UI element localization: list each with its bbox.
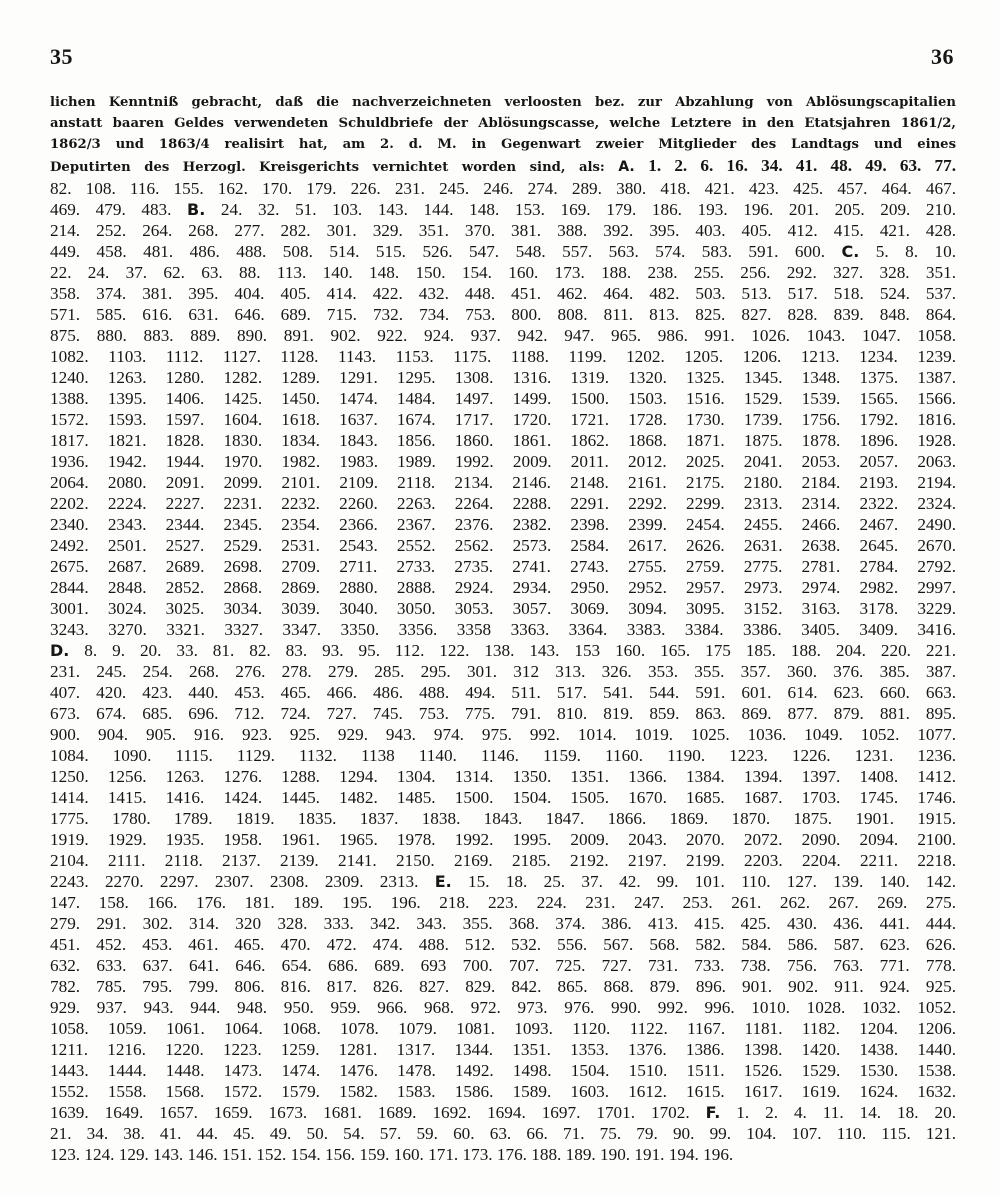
number-run: 147. 158. 166. 176. 181. 189. 195. 196. 218. 223. 224. 231. 247. 253. 261. 262. 267. 269. 275. bbox=[50, 893, 956, 912]
number-run: 1817. 1821. 1828. 1830. 1834. 1843. 1856. 1860. 1861. 1862. 1868. 1871. 1875. 1878. 1896. 1928. bbox=[50, 431, 956, 450]
number-list-line bbox=[50, 472, 956, 493]
number-list-line bbox=[50, 346, 956, 367]
number-list-line bbox=[50, 493, 956, 514]
number-list-line bbox=[50, 535, 956, 556]
number-list-line bbox=[50, 787, 956, 808]
number-run: 1211. 1216. 1220. 1223. 1259. 1281. 1317. 1344. 1351. 1353. 1376. 1386. 1398. 1420. 1438. 1440. bbox=[50, 1040, 956, 1059]
number-run: 1082. 1103. 1112. 1127. 1128. 1143. 1153. 1175. 1188. 1199. 1202. 1205. 1206. 1213. 1234. 1239. bbox=[50, 347, 956, 366]
number-list-line bbox=[50, 1081, 956, 1102]
number-list-line bbox=[50, 577, 956, 598]
number-run: 673. 674. 685. 696. 712. 724. 727. 745. 753. 775. 791. 810. 819. 859. 863. 869. 877. 879. 881. 895. bbox=[50, 704, 956, 723]
number-run: 449. 458. 481. 486. 488. 508. 514. 515. 526. 547. 548. 557. 563. 574. 583. 591. 600. bbox=[50, 242, 842, 261]
number-run: 1084. 1090. 1115. 1129. 1132. 1138 1140. 1146. 1159. 1160. 1190. 1223. 1226. 1231. 1236. bbox=[50, 746, 956, 765]
number-list-line bbox=[50, 241, 956, 262]
number-list-line bbox=[50, 178, 956, 199]
number-run: 1250. 1256. 1263. 1276. 1288. 1294. 1304. 1314. 1350. 1351. 1366. 1384. 1394. 1397. 1408. 1412. bbox=[50, 767, 956, 786]
number-list-line bbox=[50, 682, 956, 703]
number-run: 1936. 1942. 1944. 1970. 1982. 1983. 1989. 1992. 2009. 2011. 2012. 2025. 2041. 2053. 2057. 2063. bbox=[50, 452, 956, 471]
number-list-line bbox=[50, 1123, 956, 1144]
number-list-line bbox=[50, 1144, 956, 1165]
number-list-line bbox=[50, 892, 956, 913]
number-list: 1. 2. 6. 16. 34. 41. 48. 49. 63. 77. bbox=[648, 156, 956, 175]
number-list-line bbox=[50, 745, 956, 766]
number-list-line bbox=[50, 724, 956, 745]
number-list-line bbox=[50, 451, 956, 472]
number-run: 1572. 1593. 1597. 1604. 1618. 1637. 1674. 1717. 1720. 1721. 1728. 1730. 1739. 1756. 1792. 1816. bbox=[50, 410, 956, 429]
number-list-line bbox=[50, 913, 956, 934]
number-run: 1639. 1649. 1657. 1659. 1673. 1681. 1689. 1692. 1694. 1697. 1701. 1702. bbox=[50, 1103, 706, 1122]
number-list-line bbox=[50, 850, 956, 871]
number-run: 571. 585. 616. 631. 646. 689. 715. 732. 734. 753. 800. 808. 811. 813. 825. 827. 828. 839. 848. 864. bbox=[50, 305, 956, 324]
number-run: 1. 2. 4. 11. 14. 18. 20. bbox=[720, 1103, 956, 1122]
number-run: 15. 18. 25. 37. 42. 99. 101. 110. 127. 139. 140. 142. bbox=[451, 872, 956, 891]
number-list-line bbox=[50, 283, 956, 304]
page-number-left: 35 bbox=[50, 44, 73, 69]
number-run: 2104. 2111. 2118. 2137. 2139. 2141. 2150. 2169. 2185. 2192. 2197. 2199. 2203. 2204. 2211. 2218. bbox=[50, 851, 956, 870]
number-list-line bbox=[50, 388, 956, 409]
number-run: 1552. 1558. 1568. 1572. 1579. 1582. 1583. 1586. 1589. 1603. 1612. 1615. 1617. 1619. 1624. 1632. bbox=[50, 1082, 956, 1101]
number-list-line bbox=[50, 640, 956, 661]
number-run: 469. 479. 483. bbox=[50, 200, 188, 219]
number-run: 1414. 1415. 1416. 1424. 1445. 1482. 1485. 1500. 1504. 1505. 1670. 1685. 1687. 1703. 1745. 1746. bbox=[50, 788, 956, 807]
intro-last-line bbox=[50, 155, 956, 178]
intro-line: anstatt baaren Geldes verwendeten Schuldbriefe der Ablösungscasse, welche Letztere in den Etatsjahren 1861/2, bbox=[50, 116, 956, 131]
number-list-line bbox=[50, 1039, 956, 1060]
number-run: 1919. 1929. 1935. 1958. 1961. 1965. 1978. 1992. 1995. 2009. 2043. 2070. 2072. 2090. 2094. 2100. bbox=[50, 830, 956, 849]
number-run: 82. 108. 116. 155. 162. 170. 179. 226. 231. 245. 246. 274. 289. 380. 418. 421. 423. 425. 457. 464. 467. bbox=[50, 179, 956, 198]
page-header bbox=[50, 44, 956, 84]
number-run: 1240. 1263. 1280. 1282. 1289. 1291. 1295. 1308. 1316. 1319. 1320. 1325. 1345. 1348. 1375. 1387. bbox=[50, 368, 956, 387]
number-list-line bbox=[50, 1060, 956, 1081]
number-list-line bbox=[50, 808, 956, 829]
number-run: 3001. 3024. 3025. 3034. 3039. 3040. 3050. 3053. 3057. 3069. 3094. 3095. 3152. 3163. 3178. 3229. bbox=[50, 599, 956, 618]
number-run: 2675. 2687. 2689. 2698. 2709. 2711. 2733. 2735. 2741. 2743. 2755. 2759. 2775. 2781. 2784. 2792. bbox=[50, 557, 956, 576]
intro-line: 1862/3 und 1863/4 realisirt hat, am 2. d. M. in Gegenwart zweier Mitglieder des Landtags und eines bbox=[50, 137, 956, 152]
number-list-line bbox=[50, 556, 956, 577]
number-run: 875. 880. 883. 889. 890. 891. 902. 922. 924. 937. 942. 947. 965. 986. 991. 1026. 1043. 1047. 1058. bbox=[50, 326, 956, 345]
number-list-line bbox=[50, 661, 956, 682]
number-run: 2340. 2343. 2344. 2345. 2354. 2366. 2367. 2376. 2382. 2398. 2399. 2454. 2455. 2466. 2467. 2490. bbox=[50, 515, 956, 534]
number-list-block bbox=[50, 178, 956, 1165]
series-letter: B. bbox=[187, 200, 206, 219]
number-run: 632. 633. 637. 641. 646. 654. 686. 689. 693 700. 707. 725. 727. 731. 733. 738. 756. 763. 771. 778. bbox=[50, 956, 956, 975]
number-list-line bbox=[50, 829, 956, 850]
number-list-line bbox=[50, 325, 956, 346]
number-run: 2064. 2080. 2091. 2099. 2101. 2109. 2118. 2134. 2146. 2148. 2161. 2175. 2180. 2184. 2193. 2194. bbox=[50, 473, 956, 492]
number-run: 451. 452. 453. 461. 465. 470. 472. 474. 488. 512. 532. 556. 567. 568. 582. 584. 586. 587. 623. 626. bbox=[50, 935, 956, 954]
number-list-line bbox=[50, 619, 956, 640]
number-run: 900. 904. 905. 916. 923. 925. 929. 943. 974. 975. 992. 1014. 1019. 1025. 1036. 1049. 1052. 1077. bbox=[50, 725, 956, 744]
number-run: 358. 374. 381. 395. 404. 405. 414. 422. 432. 448. 451. 462. 464. 482. 503. 513. 517. 518. 524. 537. bbox=[50, 284, 956, 303]
number-run: 2492. 2501. 2527. 2529. 2531. 2543. 2552. 2562. 2573. 2584. 2617. 2626. 2631. 2638. 2645. 2670. bbox=[50, 536, 956, 555]
number-run: 279. 291. 302. 314. 320 328. 333. 342. 343. 355. 368. 374. 386. 413. 415. 425. 430. 436. 441. 444. bbox=[50, 914, 956, 933]
number-run: 8. 9. 20. 33. 81. 82. 83. 93. 95. 112. 122. 138. 143. 153 160. 165. 175 185. 188. 204. 220. 221. bbox=[69, 641, 956, 660]
intro-last-text: Deputirten des Herzogl. Kreisgerichts vernichtet worden sind, als: bbox=[50, 160, 605, 175]
number-list-line bbox=[50, 766, 956, 787]
number-list-line bbox=[50, 514, 956, 535]
number-list-line bbox=[50, 598, 956, 619]
number-run: 929. 937. 943. 944. 948. 950. 959. 966. 968. 972. 973. 976. 990. 992. 996. 1010. 1028. 1032. 1052. bbox=[50, 998, 956, 1017]
number-run: 3243. 3270. 3321. 3327. 3347. 3350. 3356. 3358 3363. 3364. 3383. 3384. 3386. 3405. 3409. 3416. bbox=[50, 620, 956, 639]
number-list-line bbox=[50, 199, 956, 220]
number-list-line bbox=[50, 997, 956, 1018]
number-run: 123. 124. 129. 143. 146. 151. 152. 154. 156. 159. 160. 171. 173. 176. 188. 189. 190. 191. 194. 196. bbox=[50, 1145, 734, 1164]
number-run: 21. 34. 38. 41. 44. 45. 49. 50. 54. 57. 59. 60. 63. 66. 71. 75. 79. 90. 99. 104. 107. 110. 115. 121. bbox=[50, 1124, 956, 1143]
series-letter: D. bbox=[50, 641, 70, 660]
intro-line: lichen Kenntniß gebracht, daß die nachverzeichneten verloosten bez. zur Abzahlung von Ablösungscapitalien bbox=[50, 95, 956, 110]
page-number-right: 36 bbox=[931, 44, 954, 69]
number-list-line bbox=[50, 1102, 956, 1123]
number-list-line bbox=[50, 955, 956, 976]
number-run: 24. 32. 51. 103. 143. 144. 148. 153. 169. 179. 186. 193. 196. 201. 205. 209. 210. bbox=[205, 200, 956, 219]
number-run: 1388. 1395. 1406. 1425. 1450. 1474. 1484. 1497. 1499. 1500. 1503. 1516. 1529. 1539. 1565. 1566. bbox=[50, 389, 956, 408]
number-list-line bbox=[50, 304, 956, 325]
number-run: 5. 8. 10. bbox=[859, 242, 956, 261]
number-run: 2243. 2270. 2297. 2307. 2308. 2309. 2313. bbox=[50, 872, 435, 891]
number-run: 407. 420. 423. 440. 453. 465. 466. 486. 488. 494. 511. 517. 541. 544. 591. 601. 614. 623. 660. 663. bbox=[50, 683, 956, 702]
number-run: 214. 252. 264. 268. 277. 282. 301. 329. 351. 370. 381. 388. 392. 395. 403. 405. 412. 415. 421. 428. bbox=[50, 221, 956, 240]
number-list-line bbox=[50, 1018, 956, 1039]
number-run: 2844. 2848. 2852. 2868. 2869. 2880. 2888. 2924. 2934. 2950. 2952. 2957. 2973. 2974. 2982. 2997. bbox=[50, 578, 956, 597]
number-list-line bbox=[50, 367, 956, 388]
number-list-line bbox=[50, 430, 956, 451]
number-run: 22. 24. 37. 62. 63. 88. 113. 140. 148. 150. 154. 160. 173. 188. 238. 255. 256. 292. 327. 328. 351. bbox=[50, 263, 956, 282]
number-list-line bbox=[50, 976, 956, 997]
series-letter: A. bbox=[618, 159, 635, 175]
number-run: 1058. 1059. 1061. 1064. 1068. 1078. 1079. 1081. 1093. 1120. 1122. 1167. 1181. 1182. 1204. 1206. bbox=[50, 1019, 956, 1038]
number-run: 1775. 1780. 1789. 1819. 1835. 1837. 1838. 1843. 1847. 1866. 1869. 1870. 1875. 1901. 1915. bbox=[50, 809, 956, 828]
intro-paragraph bbox=[50, 92, 956, 178]
series-letter: F. bbox=[705, 1103, 721, 1122]
series-letter: E. bbox=[434, 872, 452, 891]
series-letter: C. bbox=[841, 242, 860, 261]
number-list-line bbox=[50, 871, 956, 892]
number-list-line bbox=[50, 409, 956, 430]
number-run: 1443. 1444. 1448. 1473. 1474. 1476. 1478. 1492. 1498. 1504. 1510. 1511. 1526. 1529. 1530. 1538. bbox=[50, 1061, 956, 1080]
number-run: 231. 245. 254. 268. 276. 278. 279. 285. 295. 301. 312 313. 326. 353. 355. 357. 360. 376. 385. 387. bbox=[50, 662, 956, 681]
number-list-line bbox=[50, 262, 956, 283]
number-run: 782. 785. 795. 799. 806. 816. 817. 826. 827. 829. 842. 865. 868. 879. 896. 901. 902. 911. 924. 925. bbox=[50, 977, 956, 996]
number-run: 2202. 2224. 2227. 2231. 2232. 2260. 2263. 2264. 2288. 2291. 2292. 2299. 2313. 2314. 2322. 2324. bbox=[50, 494, 956, 513]
number-list-line bbox=[50, 703, 956, 724]
number-list-line bbox=[50, 934, 956, 955]
number-list-line bbox=[50, 220, 956, 241]
